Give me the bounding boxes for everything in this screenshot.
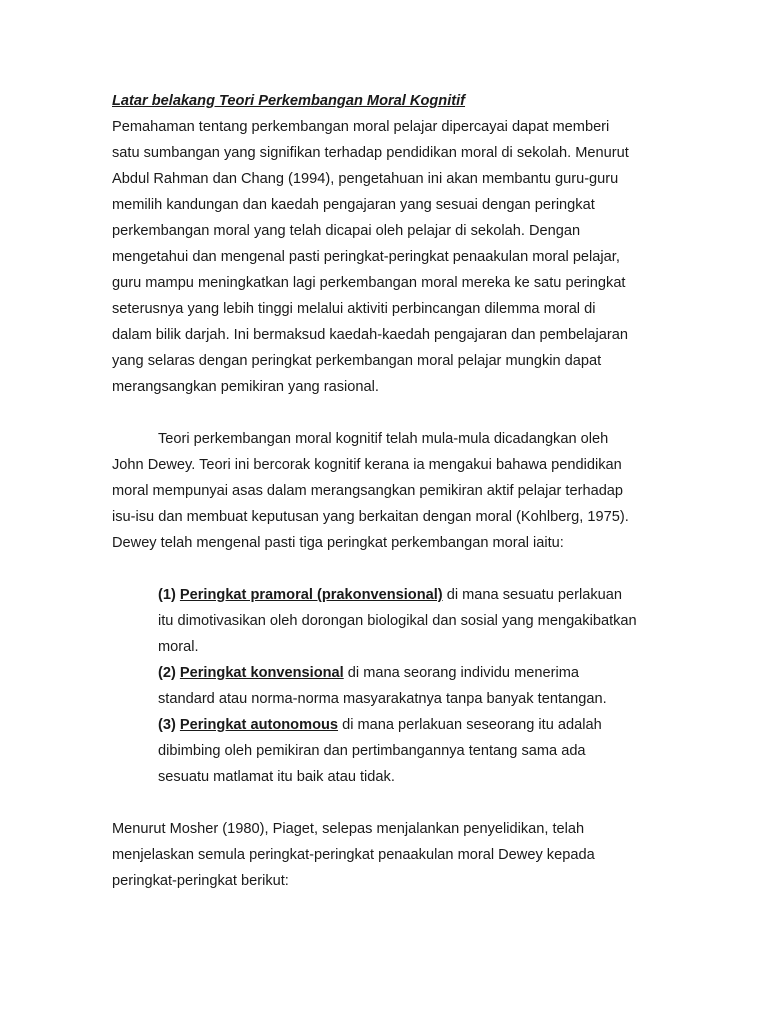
level-number: (3) <box>158 717 176 733</box>
level-number: (2) <box>158 665 176 681</box>
level-term: Peringkat konvensional <box>179 665 344 681</box>
level-description: di mana sesuatu perlakuan <box>442 587 622 603</box>
text-line: Abdul Rahman dan Chang (1994), pengetahuan ini akan membantu guru-guru <box>112 171 619 187</box>
text-line: standard atau norma-norma masyarakatnya tanpa banyak tentangan. <box>158 691 607 707</box>
level-item-3 <box>158 712 672 790</box>
text-line: dibimbing oleh pemikiran dan pertimbangannya tentang sama ada <box>158 743 586 759</box>
text-line: Dewey telah mengenal pasti tiga peringkat perkembangan moral iaitu: <box>112 535 564 551</box>
text-line: itu dimotivasikan oleh dorongan biologikal dan sosial yang mengakibatkan <box>158 613 637 629</box>
section-title: Latar belakang Teori Perkembangan Moral Kognitif <box>112 93 466 109</box>
text-line: menjelaskan semula peringkat-peringkat penaakulan moral Dewey kepada <box>112 847 595 863</box>
text-line: Pemahaman tentang perkembangan moral pelajar dipercayai dapat memberi <box>112 119 610 135</box>
text-line: merangsangkan pemikiran yang rasional. <box>112 379 379 395</box>
text-line: Teori perkembangan moral kognitif telah mula-mula dicadangkan oleh <box>158 431 609 447</box>
level-description: di mana seorang individu menerima <box>343 665 579 681</box>
level-number: (1) <box>158 587 176 603</box>
text-line: dalam bilik darjah. Ini bermaksud kaedah-kaedah pengajaran dan pembelajaran <box>112 327 628 343</box>
paragraph-intro <box>112 114 672 400</box>
level-description: di mana perlakuan seseorang itu adalah <box>338 717 602 733</box>
text-line <box>158 712 672 738</box>
text-line: moral mempunyai asas dalam merangsangkan pemikiran aktif pelajar terhadap <box>112 483 624 499</box>
text-line <box>158 660 672 686</box>
text-line: guru mampu meningkatkan lagi perkembangan moral mereka ke satu peringkat <box>112 275 626 291</box>
paragraph-dewey <box>112 426 672 556</box>
text-line: memilih kandungan dan kaedah pengajaran yang sesuai dengan peringkat <box>112 197 595 213</box>
document-body <box>112 88 672 894</box>
text-line: isu-isu dan membuat keputusan yang berkaitan dengan moral (Kohlberg, 1975). <box>112 509 629 525</box>
text-line: Menurut Mosher (1980), Piaget, selepas menjalankan penyelidikan, telah <box>112 821 585 837</box>
text-line: seterusnya yang lebih tinggi melalui aktiviti perbincangan dilemma moral di <box>112 301 596 317</box>
text-line: John Dewey. Teori ini bercorak kognitif kerana ia mengakui bahawa pendidikan <box>112 457 622 473</box>
text-line: yang selaras dengan peringkat perkembangan moral pelajar mungkin dapat <box>112 353 602 369</box>
level-term: Peringkat autonomous <box>179 717 339 733</box>
text-line: moral. <box>158 639 199 655</box>
text-line: peringkat-peringkat berikut: <box>112 873 289 889</box>
paragraph-spacer <box>112 790 672 816</box>
paragraph-mosher <box>112 816 672 894</box>
paragraph-spacer <box>112 400 672 426</box>
text-line <box>158 582 672 608</box>
text-line: perkembangan moral yang telah dicapai oleh pelajar di sekolah. Dengan <box>112 223 581 239</box>
text-line: satu sumbangan yang signifikan terhadap pendidikan moral di sekolah. Menurut <box>112 145 629 161</box>
text-line: mengetahui dan mengenal pasti peringkat-peringkat penaakulan moral pelajar, <box>112 249 620 265</box>
text-line: sesuatu matlamat itu baik atau tidak. <box>158 769 395 785</box>
level-term: Peringkat pramoral (prakonvensional) <box>179 587 443 603</box>
levels-list <box>112 582 672 790</box>
paragraph-spacer <box>112 556 672 582</box>
level-item-2 <box>158 660 672 712</box>
level-item-1 <box>158 582 672 660</box>
